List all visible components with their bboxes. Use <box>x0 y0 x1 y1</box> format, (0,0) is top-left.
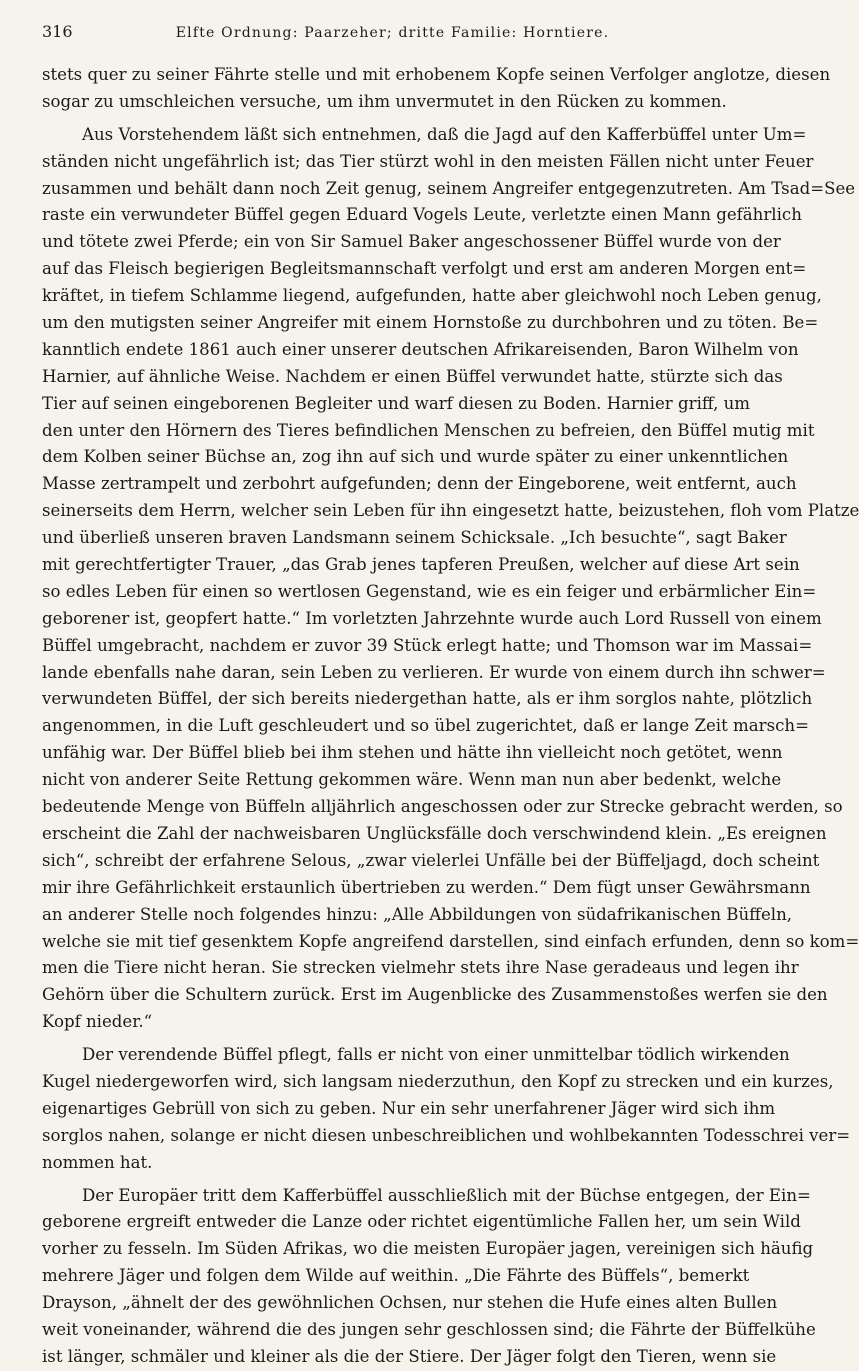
text-line: so edles Leben für einen so wertlosen Gegenstand, wie es ein feiger und erbärmlicher Ein= <box>42 581 817 601</box>
text-line: Der Europäer tritt dem Kafferbüffel ausschließlich mit der Büchse entgegen, der Ein= <box>82 1185 811 1205</box>
text-line: nommen hat. <box>42 1152 153 1172</box>
text-line: Aus Vorstehendem läßt sich entnehmen, daß die Jagd auf den Kafferbüffel unter Um= <box>82 124 807 144</box>
text-line: lande ebenfalls nahe daran, sein Leben zu verlieren. Er wurde von einem durch ihn schwer= <box>42 662 826 682</box>
text-line: um den mutigsten seiner Angreifer mit einem Hornstoße zu durchbohren und zu töten. Be= <box>42 313 819 333</box>
text-line: weit voneinander, während die des jungen sehr geschlossen sind; die Fährte der Büffelkühe <box>42 1319 816 1339</box>
text-line: kanntlich endete 1861 auch einer unserer deutschen Afrikareisenden, Baron Wilhelm von <box>42 339 799 359</box>
text-line: kräftet, in tiefem Schlamme liegend, aufgefunden, hatte aber gleichwohl noch Leben genug, <box>42 286 822 306</box>
text-line: Masse zertrampelt und zerbohrt aufgefunden; denn der Eingeborene, weit entfernt, auch <box>42 474 797 494</box>
text-line: an anderer Stelle noch folgendes hinzu: „Alle Abbildungen von südafrikanischen Büffeln, <box>42 904 793 924</box>
text-line: welche sie mit tief gesenktem Kopfe angreifend darstellen, sind einfach erfunden, denn so kom= <box>42 931 859 951</box>
text-line: verwundeten Büffel, der sich bereits niedergethan hatte, als er ihm sorglos nahte, plötzlich <box>42 689 813 709</box>
text-line: Kopf nieder.“ <box>42 1012 153 1032</box>
text-line: Büffel umgebracht, nachdem er zuvor 39 Stück erlegt hatte; und Thomson war im Massai= <box>42 635 813 655</box>
text-line: dem Kolben seiner Büchse an, zog ihn auf sich und wurde später zu einer unkenntlichen <box>42 447 789 467</box>
running-head: Elfte Ordnung: Paarzeher; dritte Familie: Horntiere. <box>175 25 610 41</box>
text-line: Kugel niedergeworfen wird, sich langsam niederzuthun, den Kopf zu strecken und ein kurzes, <box>42 1071 834 1091</box>
paragraph <box>42 1183 816 1371</box>
text-line: Drayson, „ähnelt der des gewöhnlichen Ochsen, nur stehen die Hufe eines alten Bullen <box>42 1293 778 1313</box>
text-line: angenommen, in die Luft geschleudert und so übel zugerichtet, daß er lange Zeit marsch= <box>42 716 810 736</box>
text-line: bedeutende Menge von Büffeln alljährlich angeschossen oder zur Strecke gebracht werden, so <box>42 797 843 817</box>
text-line: sogar zu umschleichen versuche, um ihm unvermutet in den Rücken zu kommen. <box>42 91 727 111</box>
text-line: geborener ist, geopfert hatte.“ Im vorletzten Jahrzehnte wurde auch Lord Russell von einem <box>42 608 822 628</box>
text-line: nicht von anderer Seite Rettung gekommen wäre. Wenn man nun aber bedenkt, welche <box>42 770 782 790</box>
paragraph <box>42 1042 851 1176</box>
page-header <box>42 22 723 48</box>
text-line: und tötete zwei Pferde; ein von Sir Samuel Baker angeschossener Büffel wurde von der <box>42 232 781 252</box>
text-line: ständen nicht ungefährlich ist; das Tier stürzt wohl in den meisten Fällen nicht unter Feuer <box>42 151 814 171</box>
text-line: zusammen und behält dann noch Zeit genug, seinem Angreifer entgegenzutreten. Am Tsad=See <box>42 178 856 198</box>
text-line: seinerseits dem Herrn, welcher sein Leben für ihn eingesetzt hatte, beizustehen, floh vom Platze <box>42 501 859 521</box>
text-line: stets quer zu seiner Fährte stelle und mit erhobenem Kopfe seinen Verfolger anglotze, diesen <box>42 65 831 84</box>
text-line: sorglos nahen, solange er nicht diesen unbeschreiblichen und wohlbekannten Todesschrei ver= <box>42 1125 851 1145</box>
text-line: erscheint die Zahl der nachweisbaren Unglücksfälle doch verschwindend klein. „Es ereignen <box>42 823 827 843</box>
text-line: raste ein verwundeter Büffel gegen Eduard Vogels Leute, verletzte einen Mann gefährlich <box>42 205 802 225</box>
text-line: mir ihre Gefährlichkeit erstaunlich übertrieben zu werden.“ Dem fügt unser Gewährsmann <box>42 877 811 897</box>
text-line: Harnier, auf ähnliche Weise. Nachdem er einen Büffel verwundet hatte, stürzte sich das <box>42 366 783 386</box>
text-line: men die Tiere nicht heran. Sie strecken vielmehr stets ihre Nase geradeaus und legen ihr <box>42 958 799 978</box>
text-line: geborene ergreift entweder die Lanze oder richtet eigentümliche Fallen her, um sein Wild <box>42 1212 801 1232</box>
text-line: Gehörn über die Schultern zurück. Erst im Augenblicke des Zusammenstoßes werfen sie den <box>42 985 828 1005</box>
paragraph <box>42 122 859 1036</box>
text-line: vorher zu fesseln. Im Süden Afrikas, wo die meisten Europäer jagen, vereinigen sich häufig <box>42 1239 814 1259</box>
text-line: den unter den Hörnern des Tieres befindlichen Menschen zu befreien, den Büffel mutig mit <box>42 420 815 440</box>
text-line: ist länger, schmäler und kleiner als die der Stiere. Der Jäger folgt den Tieren, wenn sie <box>42 1346 777 1366</box>
body-text <box>42 62 859 1371</box>
page-number: 316 <box>42 22 73 41</box>
text-line: Der verendende Büffel pflegt, falls er nicht von einer unmittelbar tödlich wirkenden <box>82 1045 790 1065</box>
text-line: sich“, schreibt der erfahrene Selous, „zwar vielerlei Unfälle bei der Büffeljagd, doch scheint <box>42 850 820 870</box>
text-line: auf das Fleisch begierigen Begleitsmannschaft verfolgt und erst am anderen Morgen ent= <box>42 259 807 279</box>
text-line: eigenartiges Gebrüll von sich zu geben. Nur ein sehr unerfahrener Jäger wird sich ihm <box>42 1098 776 1118</box>
text-line: Tier auf seinen eingeborenen Begleiter und warf diesen zu Boden. Harnier griff, um <box>42 393 751 413</box>
text-line: mehrere Jäger und folgen dem Wilde auf weithin. „Die Fährte des Büffels“, bemerkt <box>42 1266 750 1286</box>
text-line: mit gerechtfertigter Trauer, „das Grab jenes tapferen Preußen, welcher auf diese Art sein <box>42 555 800 575</box>
text-line: unfähig war. Der Büffel blieb bei ihm stehen und hätte ihn vielleicht noch getötet, wenn <box>42 743 783 763</box>
text-line: und überließ unseren braven Landsmann seinem Schicksale. „Ich besuchte“, sagt Baker <box>42 528 787 548</box>
paragraph <box>42 62 831 116</box>
